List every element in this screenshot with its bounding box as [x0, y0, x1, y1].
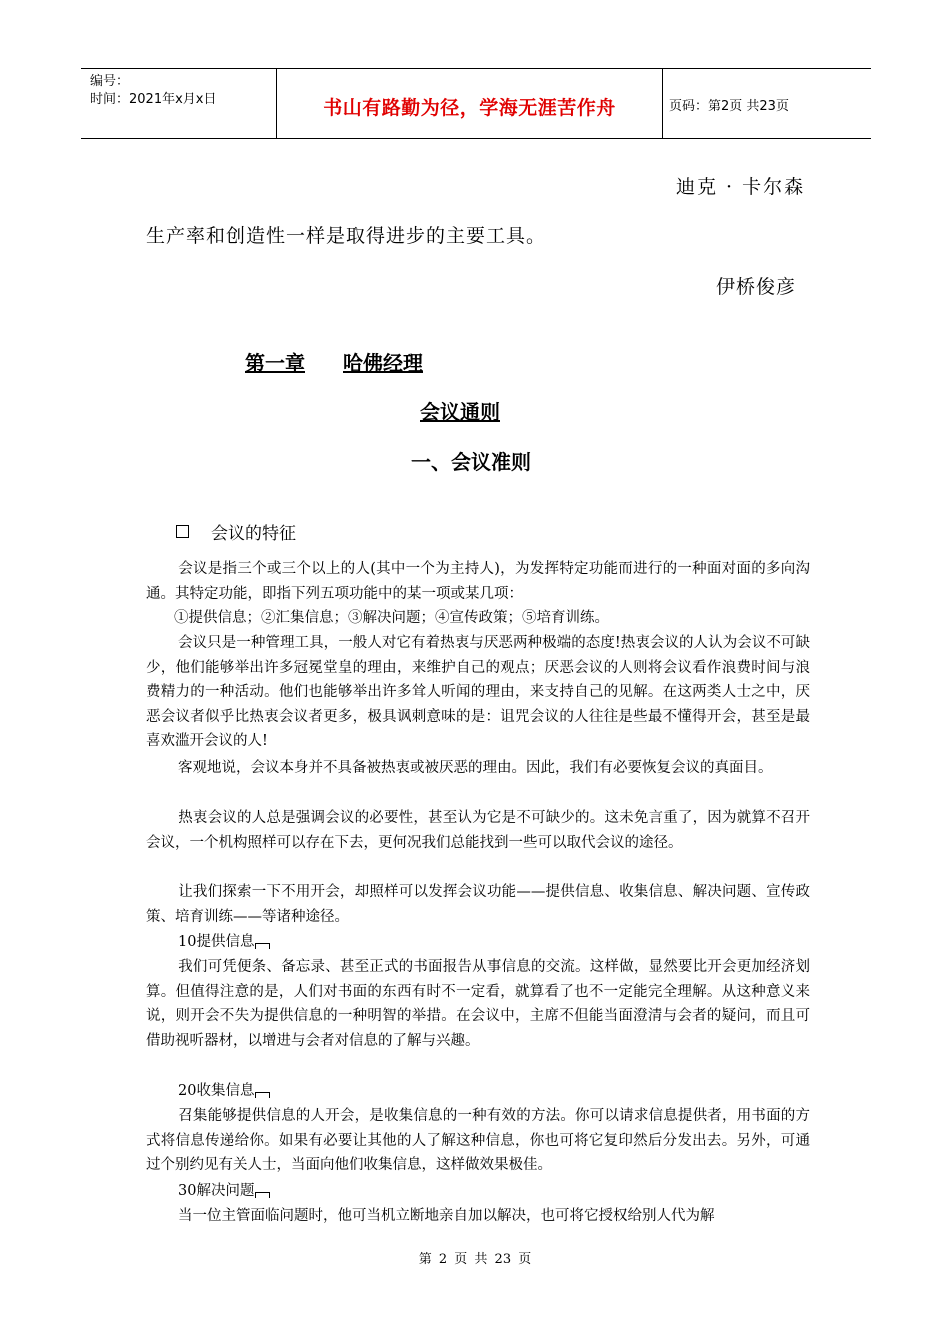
paragraph: 会议是指三个或三个以上的人(其中一个为主持人)，为发挥特定功能而进行的一种面对面的多向沟通。其特定功能，即指下列五项功能中的某一项或某几项：	[146, 561, 810, 602]
quote-line: 生产率和创造性一样是取得进步的主要工具。	[146, 225, 547, 247]
header-page-number: 页码：第2页 共23页	[669, 99, 789, 114]
paragraph: ①提供信息；②汇集信息；③解决问题；④宣传政策；⑤培育训练。	[174, 610, 609, 626]
subsection-heading: 一、会议准则	[411, 450, 531, 474]
page-header	[81, 68, 871, 139]
paragraph: 让我们探索一下不用开会，却照样可以发挥会议功能——提供信息、收集信息、解决问题、宣传政策、培育训练——等诸种途径。	[146, 884, 810, 925]
bracket-mark-icon	[255, 943, 270, 949]
paragraph: 客观地说，会议本身并不具备被热衷或被厌恶的理由。因此，我们有必要恢复会议的真面目。	[178, 760, 773, 776]
section-item	[176, 519, 296, 544]
section-heading: 会议通则	[420, 400, 500, 424]
header-motto-cell	[277, 69, 663, 138]
bracket-mark-icon	[255, 1192, 270, 1198]
header-page-cell	[663, 69, 871, 138]
paragraph: 会议只是一种管理工具，一般人对它有着热衷与厌恶两种极端的态度!热衷会议的人认为会议不可缺少，他们能够举出许多冠冕堂皇的理由，来维护自己的观点；厌恶会议的人则将会议看作浪费时间与浪费精力的一种活动。他们也能够举出许多耸人听闻的理由，来支持自己的见解。在这两类人士之中，厌恶会议者似乎比热衷会议者更多，极具讽刺意味的是：诅咒会议的人往往是些最不懂得开会，甚至是最喜欢滥开会议的人!	[146, 635, 810, 749]
chapter-title: 哈佛经理	[343, 351, 423, 375]
checkbox-square-icon	[176, 525, 189, 538]
header-number: 编号：	[90, 74, 130, 89]
chapter-number: 第一章	[245, 351, 305, 375]
chapter-heading	[245, 347, 423, 376]
paragraph: 热衷会议的人总是强调会议的必要性，甚至认为它是不可缺少的。这未免言重了，因为就算不召开会议，一个机构照样可以存在下去，更何况我们总能找到一些可以取代会议的途径。	[146, 810, 810, 851]
header-motto: 书山有路勤为径，学海无涯苦作舟	[323, 97, 616, 119]
paragraph: 我们可凭便条、备忘录、甚至正式的书面报告从事信息的交流。这样做，显然要比开会更加经济划算。但值得注意的是，人们对书面的东西有时不一定看，就算看了也不一定能完全理解。从这种意义来说，则开会不失为提供信息的一种明智的举措。在会议中，主席不但能当面澄清与会者的疑问，而且可借助视听器材，以增进与会者对信息的了解与兴趣。	[146, 959, 810, 1049]
paragraph: 召集能够提供信息的人开会，是收集信息的一种有效的方法。你可以请求信息提供者，用书面的方式将信息传递给你。如果有必要让其他的人了解这种信息，你也可将它复印然后分发出去。另外，可通过个别约见有关人士，当面向他们收集信息，这样做效果极佳。	[146, 1108, 810, 1173]
subhead-3: 30解决问题	[178, 1179, 270, 1203]
subhead-1: 10提供信息	[178, 930, 270, 954]
paragraph: 当一位主管面临问题时，他可当机立断地亲自加以解决，也可将它授权给别人代为解	[178, 1208, 715, 1224]
quote-author-1: 迪克 · 卡尔森	[676, 176, 806, 198]
page-footer: 第 2 页 共 23 页	[418, 1252, 532, 1267]
bracket-mark-icon	[255, 1092, 270, 1098]
quote-author-2: 伊桥俊彦	[716, 276, 797, 298]
header-info-cell	[81, 69, 277, 138]
section-item-label: 会议的特征	[211, 524, 296, 544]
subhead-2: 20收集信息	[178, 1079, 270, 1103]
header-time: 时间：2021年x月x日	[90, 92, 217, 107]
